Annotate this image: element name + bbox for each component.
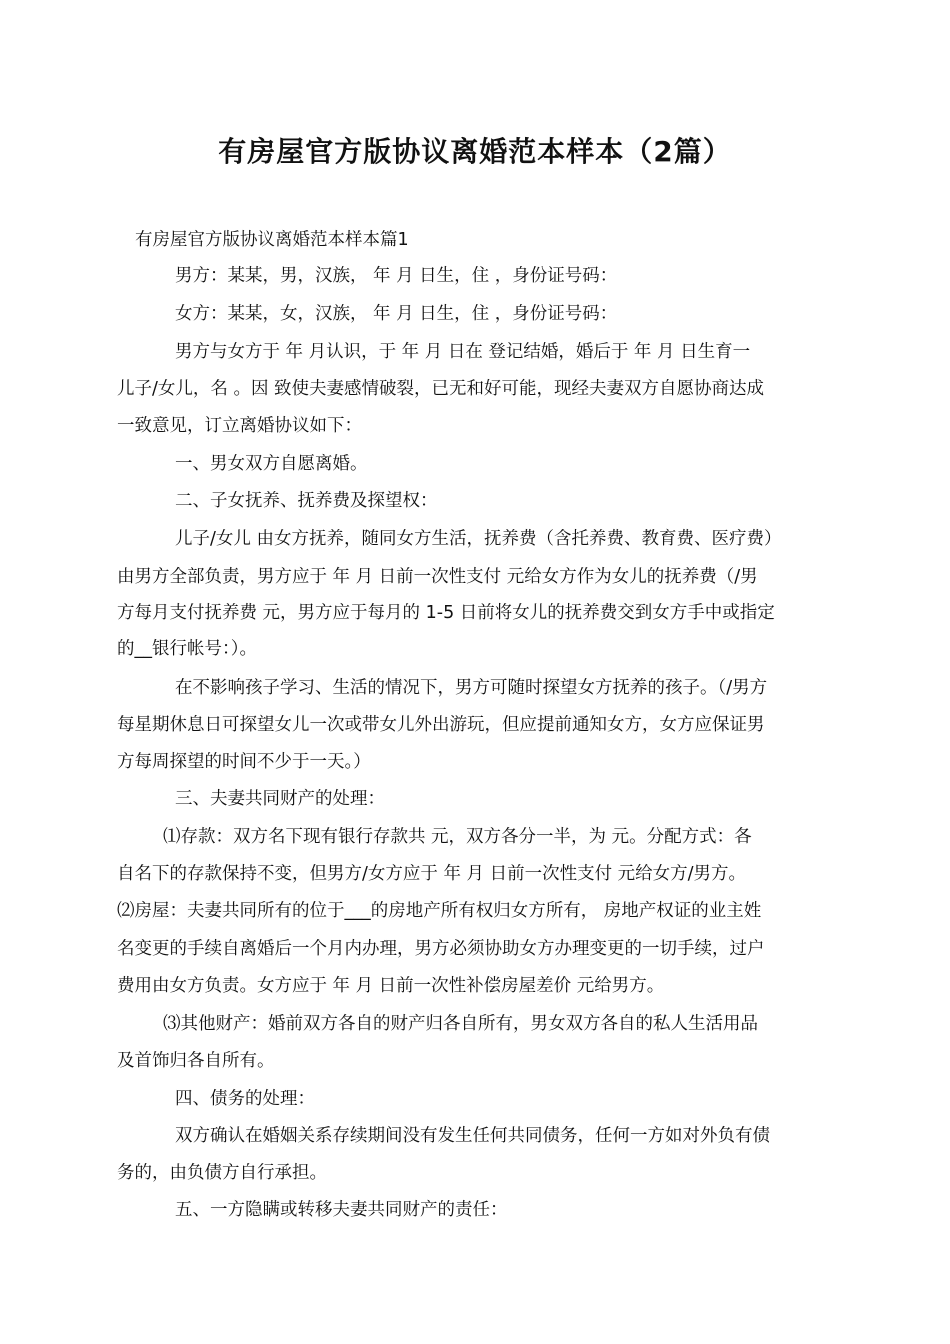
clause-heading: 四、债务的处理： <box>175 1089 315 1109</box>
paragraph-line: 儿子/女儿 由女方抚养，随同女方生活，抚养费（含托养费、教育费、医疗费） <box>175 529 782 549</box>
paragraph-line: 由男方全部负责，男方应于 年 月 日前一次性支付 元给女方作为女儿的抚养费（/男 <box>117 567 758 587</box>
paragraph-line: 的__银行帐号：）。 <box>117 639 257 659</box>
paragraph-line: 双方确认在婚姻关系存续期间没有发生任何共同债务，任何一方如对外负有债 <box>175 1126 770 1146</box>
paragraph-line: 及首饰归各自所有。 <box>117 1051 275 1071</box>
paragraph-line: ⑵房屋：夫妻共同所有的位于___的房地产所有权归女方所有， 房地产权证的业主姓 <box>117 901 762 921</box>
paragraph-line: ⑶其他财产：婚前双方各自的财产归各自所有，男女双方各自的私人生活用品 <box>163 1014 758 1034</box>
paragraph-line: 务的，由负债方自行承担。 <box>117 1163 327 1183</box>
document-title: 有房屋官方版协议离婚范本样本（2篇） <box>218 135 732 168</box>
paragraph-line: 名变更的手续自离婚后一个月内办理，男方必须协助女方办理变更的一切手续，过户 <box>117 939 765 959</box>
party-male-line: 男方：某某，男，汉族， 年 月 日生，住 ，身份证号码： <box>175 266 618 286</box>
paragraph-line: 男方与女方于 年 月认识，于 年 月 日在 登记结婚，婚后于 年 月 日生育一 <box>175 342 751 362</box>
paragraph-line: 每星期休息日可探望女儿一次或带女儿外出游玩，但应提前通知女方，女方应保证男 <box>117 715 765 735</box>
paragraph-line: 自名下的存款保持不变，但男方/女方应于 年 月 日前一次性支付 元给女方/男方。 <box>117 864 747 884</box>
paragraph-line: ⑴存款：双方名下现有银行存款共 元，双方各分一半，为 元。分配方式：各 <box>163 827 752 847</box>
paragraph-line: 费用由女方负责。女方应于 年 月 日前一次性补偿房屋差价 元给男方。 <box>117 976 665 996</box>
paragraph-line: 方每周探望的时间不少于一天。） <box>117 752 371 772</box>
section-heading: 有房屋官方版协议离婚范本样本篇1 <box>135 230 409 250</box>
party-female-line: 女方：某某，女，汉族， 年 月 日生，住 ，身份证号码： <box>175 304 618 324</box>
paragraph-line: 方每月支付抚养费 元，男方应于每月的 1-5 日前将女儿的抚养费交到女方手中或指定 <box>117 603 775 623</box>
clause-heading: 五、一方隐瞒或转移夫妻共同财产的责任： <box>175 1200 508 1220</box>
paragraph-line: 在不影响孩子学习、生活的情况下，男方可随时探望女方抚养的孩子。（/男方 <box>175 678 768 698</box>
paragraph-line: 一致意见，订立离婚协议如下： <box>117 416 362 436</box>
paragraph-line: 儿子/女儿，名 。因 致使夫妻感情破裂，已无和好可能，现经夫妻双方自愿协商达成 <box>117 379 765 399</box>
clause-heading: 一、男女双方自愿离婚。 <box>175 454 368 474</box>
clause-heading: 二、子女抚养、抚养费及探望权： <box>175 491 438 511</box>
clause-heading: 三、夫妻共同财产的处理： <box>175 789 385 809</box>
